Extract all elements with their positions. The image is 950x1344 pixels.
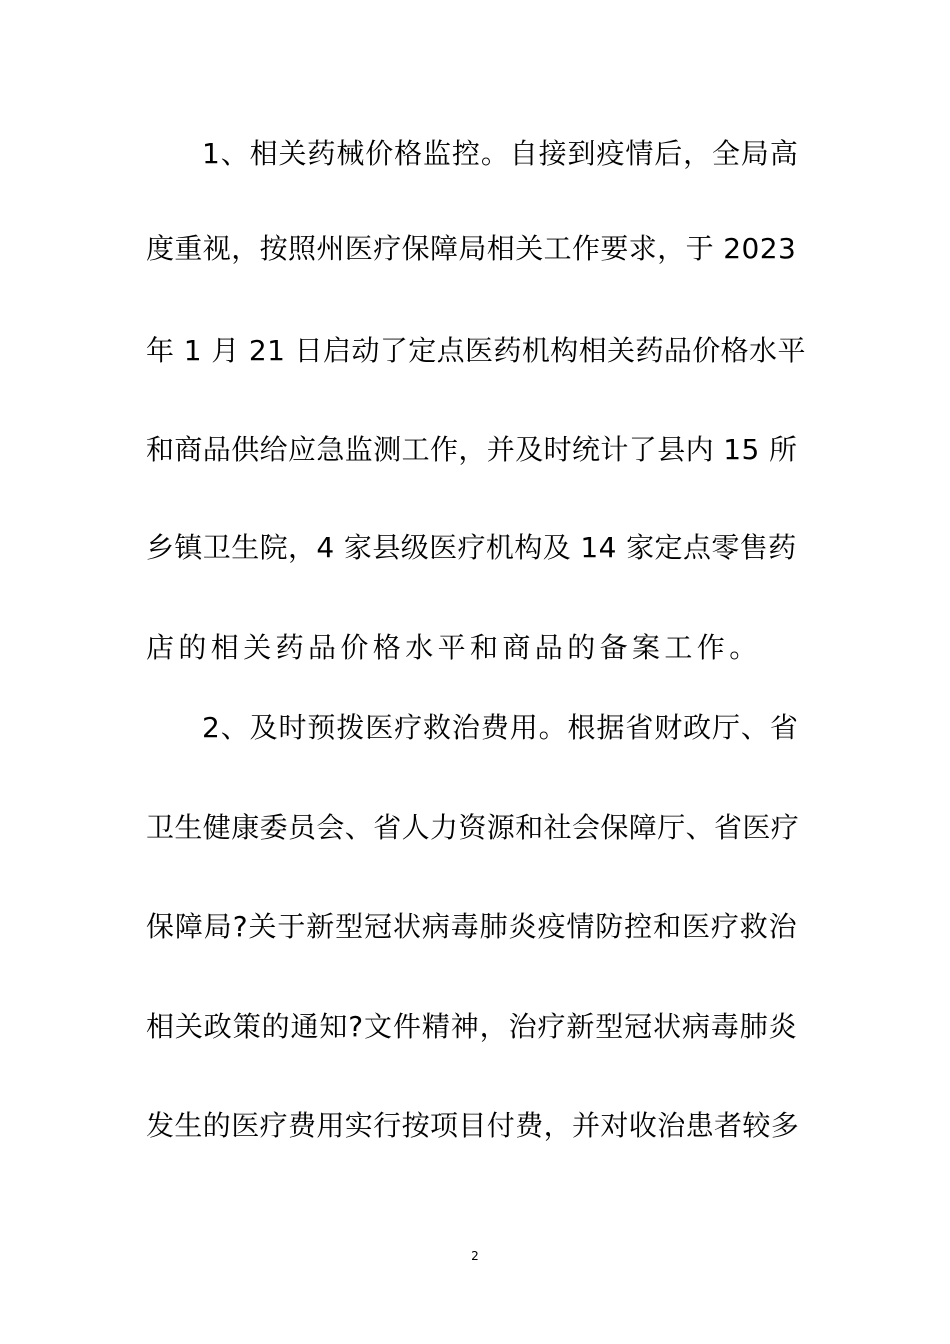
text-line: 卫生健康委员会、省人力资源和社会保障厅、省医疗 [146,811,800,844]
text-line: 乡镇卫生院，4 家县级医疗机构及 14 家定点零售药 [146,531,797,564]
text-line: 相关政策的通知?文件精神，治疗新型冠状病毒肺炎 [146,1010,798,1043]
text-line: 2、及时预拨医疗救治费用。根据省财政厅、省 [202,711,799,744]
text-line: 保障局?关于新型冠状病毒肺炎疫情防控和医疗救治 [146,910,798,943]
text-line: 和商品供给应急监测工作，并及时统计了县内 15 所 [146,433,798,466]
text-line: 店的相关药品价格水平和商品的备案工作。 [146,631,762,664]
text-line: 发生的医疗费用实行按项目付费，并对收治患者较多 [146,1109,800,1142]
page-number: 2 [471,1249,479,1263]
text-line: 1、相关药械价格监控。自接到疫情后，全局高 [202,137,799,170]
text-line: 度重视，按照州医疗保障局相关工作要求，于 2023 [146,232,797,265]
text-line: 年 1 月 21 日启动了定点医药机构相关药品价格水平 [146,334,806,367]
